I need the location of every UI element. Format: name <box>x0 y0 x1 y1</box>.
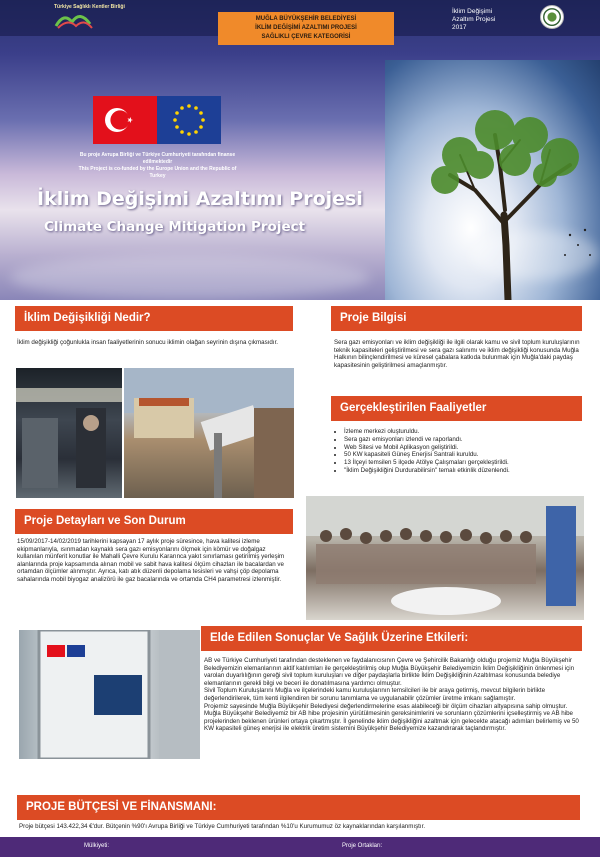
project-details-text: 15/09/2017-14/02/2019 tarihlerini kapsayan 17 aylık proje süresince, hava kalitesi izleme ekipmanlarıyla, ısınmadan kaynaklı sera gazı emisyonlarını ölçmek için kömür ve doğalgaz kullanılan münferit konutlar ile Mahalli Çevre Kurulu Kararınca yakıt sınırlaması getirilmiş yerleşim alanlarında proje kapsamında alınan mobil ve sabit hava kalitesi ölçüm cihazları ile bacalardan ve ortamdan ölçümler alınmıştır. Ayrıca, katı atık düzenli depolama tesisleri ve vahşi çöp depolama sahalarında mobil biyogaz analizörü ile gaz bacalarında ve ortamda CH4 parametresi izlenmiştir. <box>17 538 285 583</box>
heading-what-is-climate-change: İklim Değişikliği Nedir? <box>15 306 293 331</box>
municipality-seal-icon <box>540 5 564 29</box>
project-line: İKLİM DEĞİŞİMİ AZALTIMI PROJESİ <box>255 25 357 31</box>
list-item: • Sera gazı emisyonları izlendi ve raporlandı. <box>344 436 592 444</box>
photo-air-quality-station <box>124 368 294 498</box>
funding-en: This Project is co-funded by the Europe Union and the Republic of Turkey <box>78 166 237 179</box>
poster-subtitle: Climate Change Mitigation Project <box>44 219 306 235</box>
what-is-text: İklim değişikliği çoğunlukla insan faaliyetlerinin sonucu iklimin olağan seyrinin dışına çıkmasıdır. <box>17 339 279 346</box>
project-tag <box>452 8 495 32</box>
results-paragraph: Sivil Toplum Kuruluşlarını Muğla ve ilçelerindeki kamu kuruluşlarının temsilcileri ile bir araya getirmiş, mevcut bilgilerin birlikte değerlendirilerek, tüm kenti ilgilendiren bir sorunu tanımlama ve uygulanabilir çözümler üretme imkanı sağlamıştır. <box>204 687 546 702</box>
hero-banner <box>0 0 600 300</box>
activities-list <box>334 428 592 475</box>
project-info-text: Sera gazı emisyonları ve iklim değişikliği ile ilgili olarak kamu ve sivil toplum kuruluşlarının teknik kapasiteleri geliştirilmesi ve sera gazı salınımı ve iklim değişikliği konusunda Muğla Halkının bilinçlendirilmesi ve küresel çabalara katkıda bulunmak için Muğla'daki paydaş kapasitesinin geliştirilmesi amaçlanmıştır. <box>334 339 580 369</box>
budget-text: Proje bütçesi 143.422,34 €'dur. Bütçenin %90'ı Avrupa Birliği ve Türkiye Cumhuriyeti tarafından %10'u Kurumumuz öz kaynaklarından karşılanmıştır. <box>19 823 426 830</box>
list-item: • İzleme merkezi oluşturuldu. <box>344 428 592 436</box>
heading-results: Elde Edilen Sonuçlar Ve Sağlık Üzerine Etkileri: <box>201 626 582 651</box>
photo-monitoring-center-door <box>19 630 200 759</box>
heading-project-info: Proje Bilgisi <box>331 306 582 331</box>
heading-project-details: Proje Detayları ve Son Durum <box>15 509 293 534</box>
cloud <box>10 255 370 300</box>
photo-workshop-group <box>306 496 584 620</box>
category-line: SAĞLIKLI ÇEVRE KATEGORİSİ <box>261 34 351 40</box>
results-paragraph: AB ve Türkiye Cumhuriyeti tarafından desteklenen ve faydalanıcısının Çevre ve Şehircilik Bakanlığı olduğu projemiz Muğla Büyükşehir Belediyemizin elemanlarının aktif katılımları ile gerçekleştirilmiş olup Muğla Büyükşehir Belediyemizin İklim Değişikliğinin önlenmesi için varolan duyarlılığının gereği sivil toplum kuruluşları ve diğer paydaşlarla birlikte İklim Değişikliğinin Azaltılması konusunda belediye elemanlarının gerekli bilgi ve beceri ile donatılmasına yardımcı olmuştur. <box>204 657 575 687</box>
turkey-flag-icon <box>93 96 157 144</box>
funding-tr: Bu proje Avrupa Birliği ve Türkiye Cumhuriyeti tarafından finanse edilmektedir <box>79 152 236 165</box>
project-category-box <box>218 12 394 45</box>
tag-line: Azaltım Projesi <box>452 16 496 23</box>
results-text <box>204 657 582 733</box>
list-item: • Web Sitesi ve Mobil Aplikasyon geliştirildi. <box>344 444 592 452</box>
poster-title: İklim Değişimi Azaltımı Projesi <box>37 188 363 210</box>
municipality-line: MUĞLA BÜYÜKŞEHİR BELEDİYESİ <box>255 16 357 22</box>
list-item: • 50 KW kapasiteli Güneş Enerjisi Santrali kuruldu. <box>344 451 592 459</box>
list-item: • "İklim Değişikliğini Durdurabilirsin" temalı etkinlik düzenlendi. <box>344 467 592 475</box>
tag-year: 2017 <box>452 24 467 31</box>
footer-owner-label: Mülkiyeti: <box>84 843 110 849</box>
heading-budget: PROJE BÜTÇESİ VE FİNANSMANI: <box>17 795 580 820</box>
heading-activities: Gerçekleştirilen Faaliyetler <box>331 396 582 421</box>
results-paragraph: Projemiz sayesinde Muğla Büyükşehir Belediyesi değerlendirmelerine esas alabileceği bir ölçüm cihazları altyapısına sahip olmuştur. Muğla Büyükşehir Belediyemiz bir AB hibe projesinin yürütülmesinin gereksinimlerini ve sorunların çözümlerini içselleştirmiş ve AB hibe projelerinden beklenen ürünleri ortaya çıkartmıştır. İl genelinde iklim değişikliğini azaltmak için gelecekte atacağı adımları belirlemiş ve 50 KW kapasiteli güneş enerjisi ile elektrik üretim sistemini Büyükşehir Belediyemize kazandırarak taçlandırmıştır. <box>204 702 579 733</box>
funding-statement <box>70 152 245 180</box>
photo-chimney-measurement <box>16 368 122 498</box>
list-item: • 13 İlçeyi temsilen 5 ilçede Atölye Çalışmaları gerçekleştirildi. <box>344 459 592 467</box>
footer-partners-label: Proje Ortakları: <box>342 843 383 849</box>
logo-caption: Türkiye Sağlıklı Kentler Birliği <box>54 4 125 10</box>
tag-line: İklim Değişimi <box>452 8 493 15</box>
eu-flag-icon <box>157 96 221 144</box>
tree-illustration <box>420 95 595 300</box>
